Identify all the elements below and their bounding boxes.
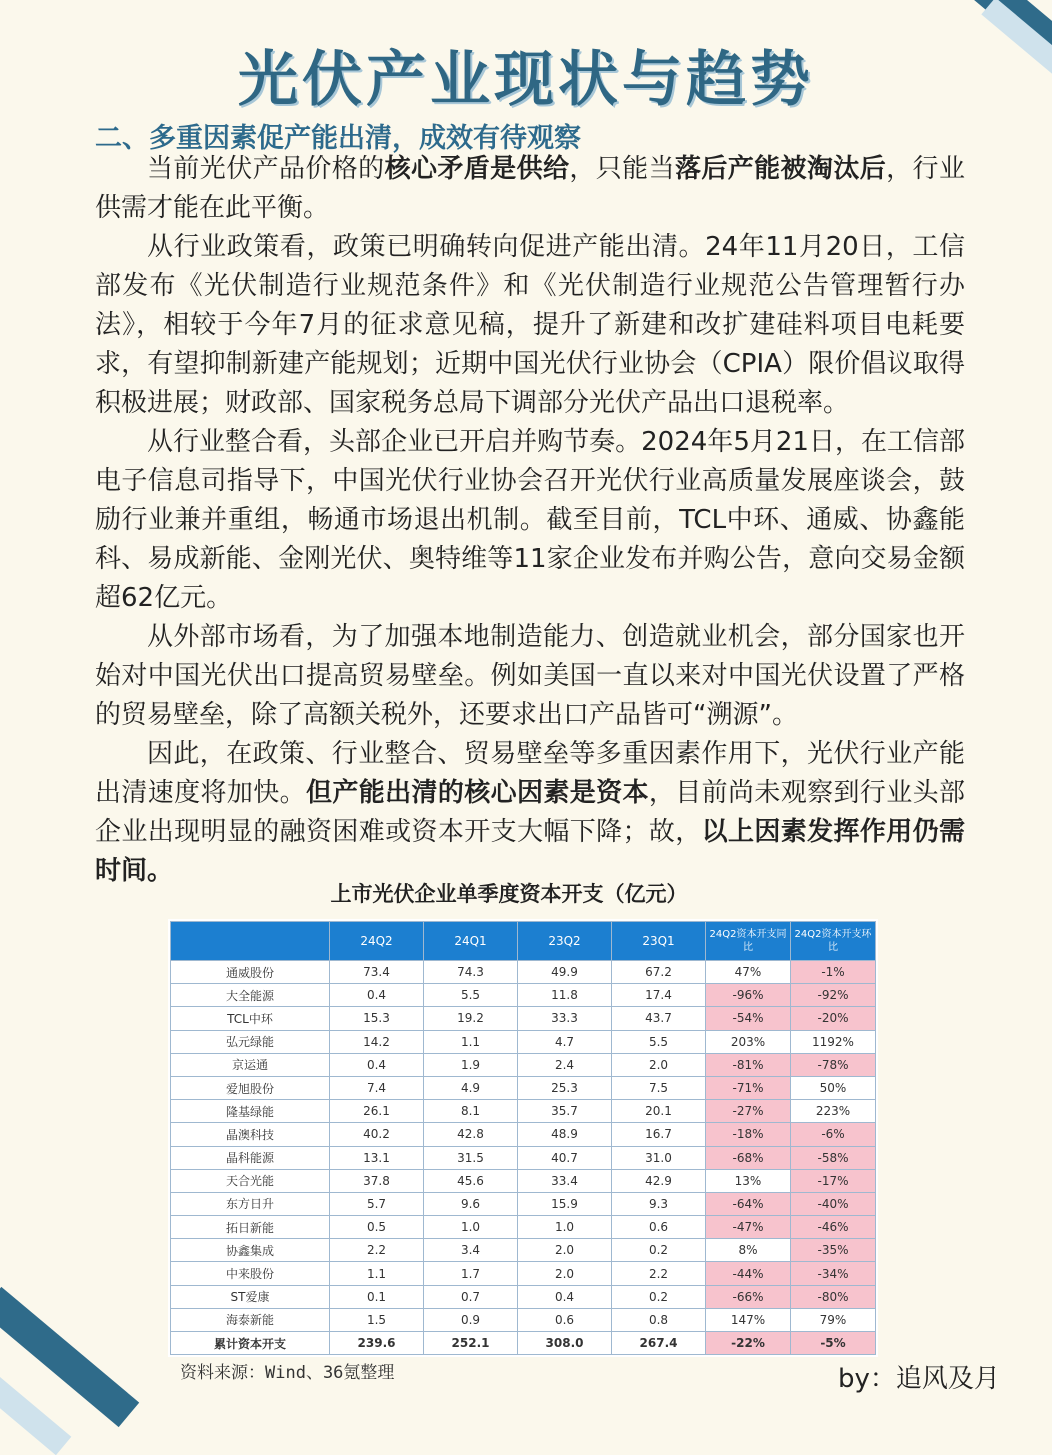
company-cell: 协鑫集成 [171, 1239, 330, 1262]
value-cell: 3.4 [424, 1239, 518, 1262]
company-cell: 累计资本开支 [171, 1332, 330, 1355]
value-cell: 1.9 [424, 1053, 518, 1076]
value-cell: 8% [706, 1239, 791, 1262]
value-cell: -68% [706, 1146, 791, 1169]
value-cell: 7.5 [612, 1076, 706, 1099]
value-cell: -40% [791, 1192, 876, 1215]
value-cell: 0.5 [330, 1216, 424, 1239]
value-cell: 37.8 [330, 1169, 424, 1192]
text-segment: ，目前尚未观察到行业头部企业出现明显的融资困难或资本开支大幅下降；故， [95, 778, 965, 847]
value-cell: 42.8 [424, 1123, 518, 1146]
table-row [171, 984, 876, 1007]
table-row [171, 1239, 876, 1262]
value-cell: -58% [791, 1146, 876, 1169]
value-cell: -92% [791, 984, 876, 1007]
byline: by：追风及月 [838, 1364, 1000, 1394]
value-cell: 7.4 [330, 1076, 424, 1099]
bold-text: 落后产能被淘汰后 [674, 154, 887, 184]
value-cell: 4.7 [518, 1030, 612, 1053]
value-cell: 267.4 [612, 1332, 706, 1355]
company-cell: 晶澳科技 [171, 1123, 330, 1146]
value-cell: 40.7 [518, 1146, 612, 1169]
header-cell: 23Q2 [518, 922, 612, 961]
value-cell: 49.9 [518, 961, 612, 984]
value-cell: -54% [706, 1007, 791, 1030]
paragraph-2: 从行业政策看，政策已明确转向促进产能出清。24年11月20日，工信部发布《光伏制造行业规范条件》和《光伏制造行业规范公告管理暂行办法》，相较于今年7月的征求意见稿，提升了新建和改扩建硅料项目电耗要求，有望抑制新建产能规划；近期中国光伏行业协会（CPIA）限价倡议取得积极进展；财政部、国家税务总局下调部分光伏产品出口退税率。 [95, 232, 965, 418]
table-row [171, 1216, 876, 1239]
value-cell: 73.4 [330, 961, 424, 984]
value-cell: 2.4 [518, 1053, 612, 1076]
capex-table [170, 921, 876, 1355]
table-row [171, 1285, 876, 1308]
value-cell: 0.1 [330, 1285, 424, 1308]
text-segment: 当前光伏产品价格的 [147, 154, 385, 184]
value-cell: -96% [706, 984, 791, 1007]
value-cell: 1.1 [424, 1030, 518, 1053]
value-cell: 33.3 [518, 1007, 612, 1030]
company-cell: ST爱康 [171, 1285, 330, 1308]
header-cell: 24Q2资本开支同比 [706, 922, 791, 961]
value-cell: 74.3 [424, 961, 518, 984]
value-cell: 40.2 [330, 1123, 424, 1146]
value-cell: 17.4 [612, 984, 706, 1007]
value-cell: 2.0 [612, 1053, 706, 1076]
table-row [171, 961, 876, 984]
value-cell: 0.2 [612, 1239, 706, 1262]
value-cell: -18% [706, 1123, 791, 1146]
value-cell: 0.9 [424, 1308, 518, 1331]
value-cell: -6% [791, 1123, 876, 1146]
text-segment: ，只能当 [569, 154, 675, 184]
value-cell: 11.8 [518, 984, 612, 1007]
value-cell: -81% [706, 1053, 791, 1076]
value-cell: 1.7 [424, 1262, 518, 1285]
company-cell: TCL中环 [171, 1007, 330, 1030]
company-cell: 通威股份 [171, 961, 330, 984]
paragraph-1 [95, 150, 965, 228]
company-cell: 大全能源 [171, 984, 330, 1007]
value-cell: 0.4 [330, 984, 424, 1007]
value-cell: 15.9 [518, 1192, 612, 1215]
value-cell: -64% [706, 1192, 791, 1215]
company-cell: 弘元绿能 [171, 1030, 330, 1053]
value-cell: 0.4 [330, 1053, 424, 1076]
value-cell: 14.2 [330, 1030, 424, 1053]
value-cell: 9.3 [612, 1192, 706, 1215]
table-row [171, 1262, 876, 1285]
company-cell: 东方日升 [171, 1192, 330, 1215]
value-cell: 43.7 [612, 1007, 706, 1030]
text-segment: ，行业供需才能在此平衡。 [95, 154, 965, 223]
value-cell: 33.4 [518, 1169, 612, 1192]
value-cell: -71% [706, 1076, 791, 1099]
value-cell: -17% [791, 1169, 876, 1192]
value-cell: 2.2 [330, 1239, 424, 1262]
value-cell: 19.2 [424, 1007, 518, 1030]
value-cell: -44% [706, 1262, 791, 1285]
value-cell: 2.2 [612, 1262, 706, 1285]
value-cell: 5.7 [330, 1192, 424, 1215]
value-cell: 48.9 [518, 1123, 612, 1146]
value-cell: -27% [706, 1100, 791, 1123]
value-cell: 0.6 [612, 1216, 706, 1239]
value-cell: 5.5 [424, 984, 518, 1007]
text-segment: 因此，在政策、行业整合、贸易壁垒等多重因素作用下，光伏行业产能出清速度将加快。 [95, 739, 965, 808]
header-cell: 24Q2 [330, 922, 424, 961]
value-cell: 1.1 [330, 1262, 424, 1285]
table-row [171, 1192, 876, 1215]
value-cell: 13% [706, 1169, 791, 1192]
value-cell: 31.0 [612, 1146, 706, 1169]
value-cell: 79% [791, 1308, 876, 1331]
value-cell: 9.6 [424, 1192, 518, 1215]
table-row [171, 1053, 876, 1076]
value-cell: 2.0 [518, 1262, 612, 1285]
value-cell: 239.6 [330, 1332, 424, 1355]
table-row [171, 1076, 876, 1099]
value-cell: -80% [791, 1285, 876, 1308]
value-cell: -78% [791, 1053, 876, 1076]
paragraph-5 [95, 735, 965, 891]
value-cell: 31.5 [424, 1146, 518, 1169]
value-cell: -5% [791, 1332, 876, 1355]
bold-text: 以上因素发挥作用仍需时间。 [95, 817, 965, 886]
value-cell: 16.7 [612, 1123, 706, 1146]
table-row [171, 1100, 876, 1123]
bold-text: 但产能出清的核心因素是资本 [306, 778, 649, 808]
header-cell: 24Q2资本开支环比 [791, 922, 876, 961]
value-cell: 20.1 [612, 1100, 706, 1123]
header-cell: 23Q1 [612, 922, 706, 961]
company-cell: 隆基绿能 [171, 1100, 330, 1123]
value-cell: 67.2 [612, 961, 706, 984]
table-row [171, 1123, 876, 1146]
capex-table-wrapper [168, 919, 878, 1357]
table-row [171, 1169, 876, 1192]
value-cell: 50% [791, 1076, 876, 1099]
value-cell: 147% [706, 1308, 791, 1331]
value-cell: 5.5 [612, 1030, 706, 1053]
table-row [171, 1007, 876, 1030]
table-header-row [171, 922, 876, 961]
table-row [171, 1308, 876, 1331]
value-cell: -20% [791, 1007, 876, 1030]
value-cell: 45.6 [424, 1169, 518, 1192]
value-cell: 25.3 [518, 1076, 612, 1099]
table-row [171, 1146, 876, 1169]
value-cell: 47% [706, 961, 791, 984]
paragraph-4: 从外部市场看，为了加强本地制造能力、创造就业机会，部分国家也开始对中国光伏出口提高贸易壁垒。例如美国一直以来对中国光伏设置了严格的贸易壁垒，除了高额关税外，还要求出口产品皆可“溯源”。 [95, 622, 965, 730]
company-cell: 爱旭股份 [171, 1076, 330, 1099]
header-cell [171, 922, 330, 961]
value-cell: 0.8 [612, 1308, 706, 1331]
value-cell: 0.2 [612, 1285, 706, 1308]
value-cell: 0.7 [424, 1285, 518, 1308]
table-body [171, 961, 876, 1355]
company-cell: 晶科能源 [171, 1146, 330, 1169]
company-cell: 拓日新能 [171, 1216, 330, 1239]
value-cell: -47% [706, 1216, 791, 1239]
table-title: 上市光伏企业单季度资本开支（亿元） [330, 882, 688, 906]
value-cell: -46% [791, 1216, 876, 1239]
value-cell: 0.6 [518, 1308, 612, 1331]
table-row [171, 1030, 876, 1053]
value-cell: 4.9 [424, 1076, 518, 1099]
value-cell: 1.5 [330, 1308, 424, 1331]
bold-text: 核心矛盾是供给 [384, 154, 570, 184]
header-cell: 24Q1 [424, 922, 518, 961]
value-cell: 15.3 [330, 1007, 424, 1030]
value-cell: 308.0 [518, 1332, 612, 1355]
value-cell: 26.1 [330, 1100, 424, 1123]
body-text [95, 150, 965, 891]
total-row [171, 1332, 876, 1355]
value-cell: 223% [791, 1100, 876, 1123]
page-title: 光伏产业现状与趋势 [238, 45, 814, 115]
value-cell: 1.0 [518, 1216, 612, 1239]
value-cell: 1192% [791, 1030, 876, 1053]
source-note: 资料来源：Wind、36氪整理 [180, 1363, 395, 1383]
company-cell: 中来股份 [171, 1262, 330, 1285]
value-cell: -22% [706, 1332, 791, 1355]
value-cell: -34% [791, 1262, 876, 1285]
value-cell: 35.7 [518, 1100, 612, 1123]
value-cell: -35% [791, 1239, 876, 1262]
section-heading: 二、多重因素促产能出清，成效有待观察 [95, 123, 581, 154]
value-cell: 8.1 [424, 1100, 518, 1123]
value-cell: 1.0 [424, 1216, 518, 1239]
value-cell: -1% [791, 961, 876, 984]
value-cell: 203% [706, 1030, 791, 1053]
company-cell: 天合光能 [171, 1169, 330, 1192]
value-cell: 42.9 [612, 1169, 706, 1192]
value-cell: 0.4 [518, 1285, 612, 1308]
company-cell: 京运通 [171, 1053, 330, 1076]
company-cell: 海泰新能 [171, 1308, 330, 1331]
paragraph-3: 从行业整合看，头部企业已开启并购节奏。2024年5月21日，在工信部电子信息司指导下，中国光伏行业协会召开光伏行业高质量发展座谈会，鼓励行业兼并重组，畅通市场退出机制。截至目前，TCL中环、通威、协鑫能科、易成新能、金刚光伏、奥特维等11家企业发布并购公告，意向交易金额超62亿元。 [95, 427, 965, 613]
value-cell: -66% [706, 1285, 791, 1308]
value-cell: 252.1 [424, 1332, 518, 1355]
value-cell: 2.0 [518, 1239, 612, 1262]
value-cell: 13.1 [330, 1146, 424, 1169]
